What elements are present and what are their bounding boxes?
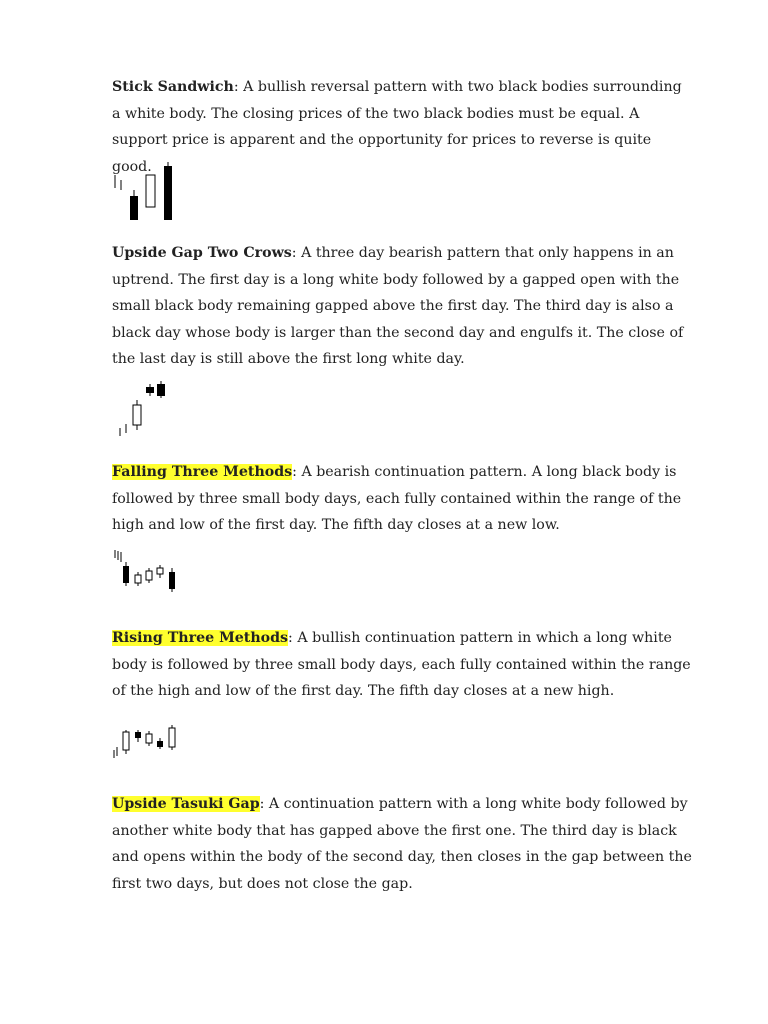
entry-upside-tasuki-gap (112, 791, 692, 897)
upside-gap-two-crows-diagram (112, 378, 182, 442)
stick-sandwich-diagram (112, 160, 182, 224)
definition-text: : A continuation pattern with a long white body followed by another white body that has gapped above the first one. The third day is black and opens within the body of the second day, then closes in the gap between the first two days, but does not close the gap. (112, 796, 692, 892)
term-label: Rising Three Methods (112, 630, 289, 646)
rising-three-methods-diagram (112, 722, 182, 762)
term-label: Upside Gap Two Crows (112, 245, 292, 261)
definition-text: : A bullish continuation pattern in which a long white body is followed by three small body days, each fully contained within the range of the high and low of the first day. The fifth day closes at a new high. (112, 630, 691, 699)
definition-text: : A three day bearish pattern that only happens in an uptrend. The first day is a long white body followed by a gapped open with the small black body remaining gapped above the first day. The third day is also a black day whose body is larger than the second day and engulfs it. The close of the last day is still above the first long white day. (112, 245, 684, 367)
term-label: Falling Three Methods (112, 464, 293, 480)
entry-upside-gap-two-crows (112, 240, 692, 373)
term-label: Upside Tasuki Gap (112, 796, 260, 812)
entry-falling-three-methods (112, 459, 692, 539)
falling-three-methods-diagram (112, 548, 182, 596)
entry-stick-sandwich (112, 74, 692, 180)
entry-rising-three-methods (112, 625, 692, 705)
term-label: Stick Sandwich (112, 79, 234, 95)
definition-text: : A bearish continuation pattern. A long black body is followed by three small body days, each fully contained within the range of the high and low of the first day. The fifth day closes at a new low. (112, 464, 682, 533)
definition-text: : A bullish reversal pattern with two black bodies surrounding a white body. The closing prices of the two black bodies must be equal. A support price is apparent and the opportunity for prices to reverse is quite good. (112, 79, 682, 175)
